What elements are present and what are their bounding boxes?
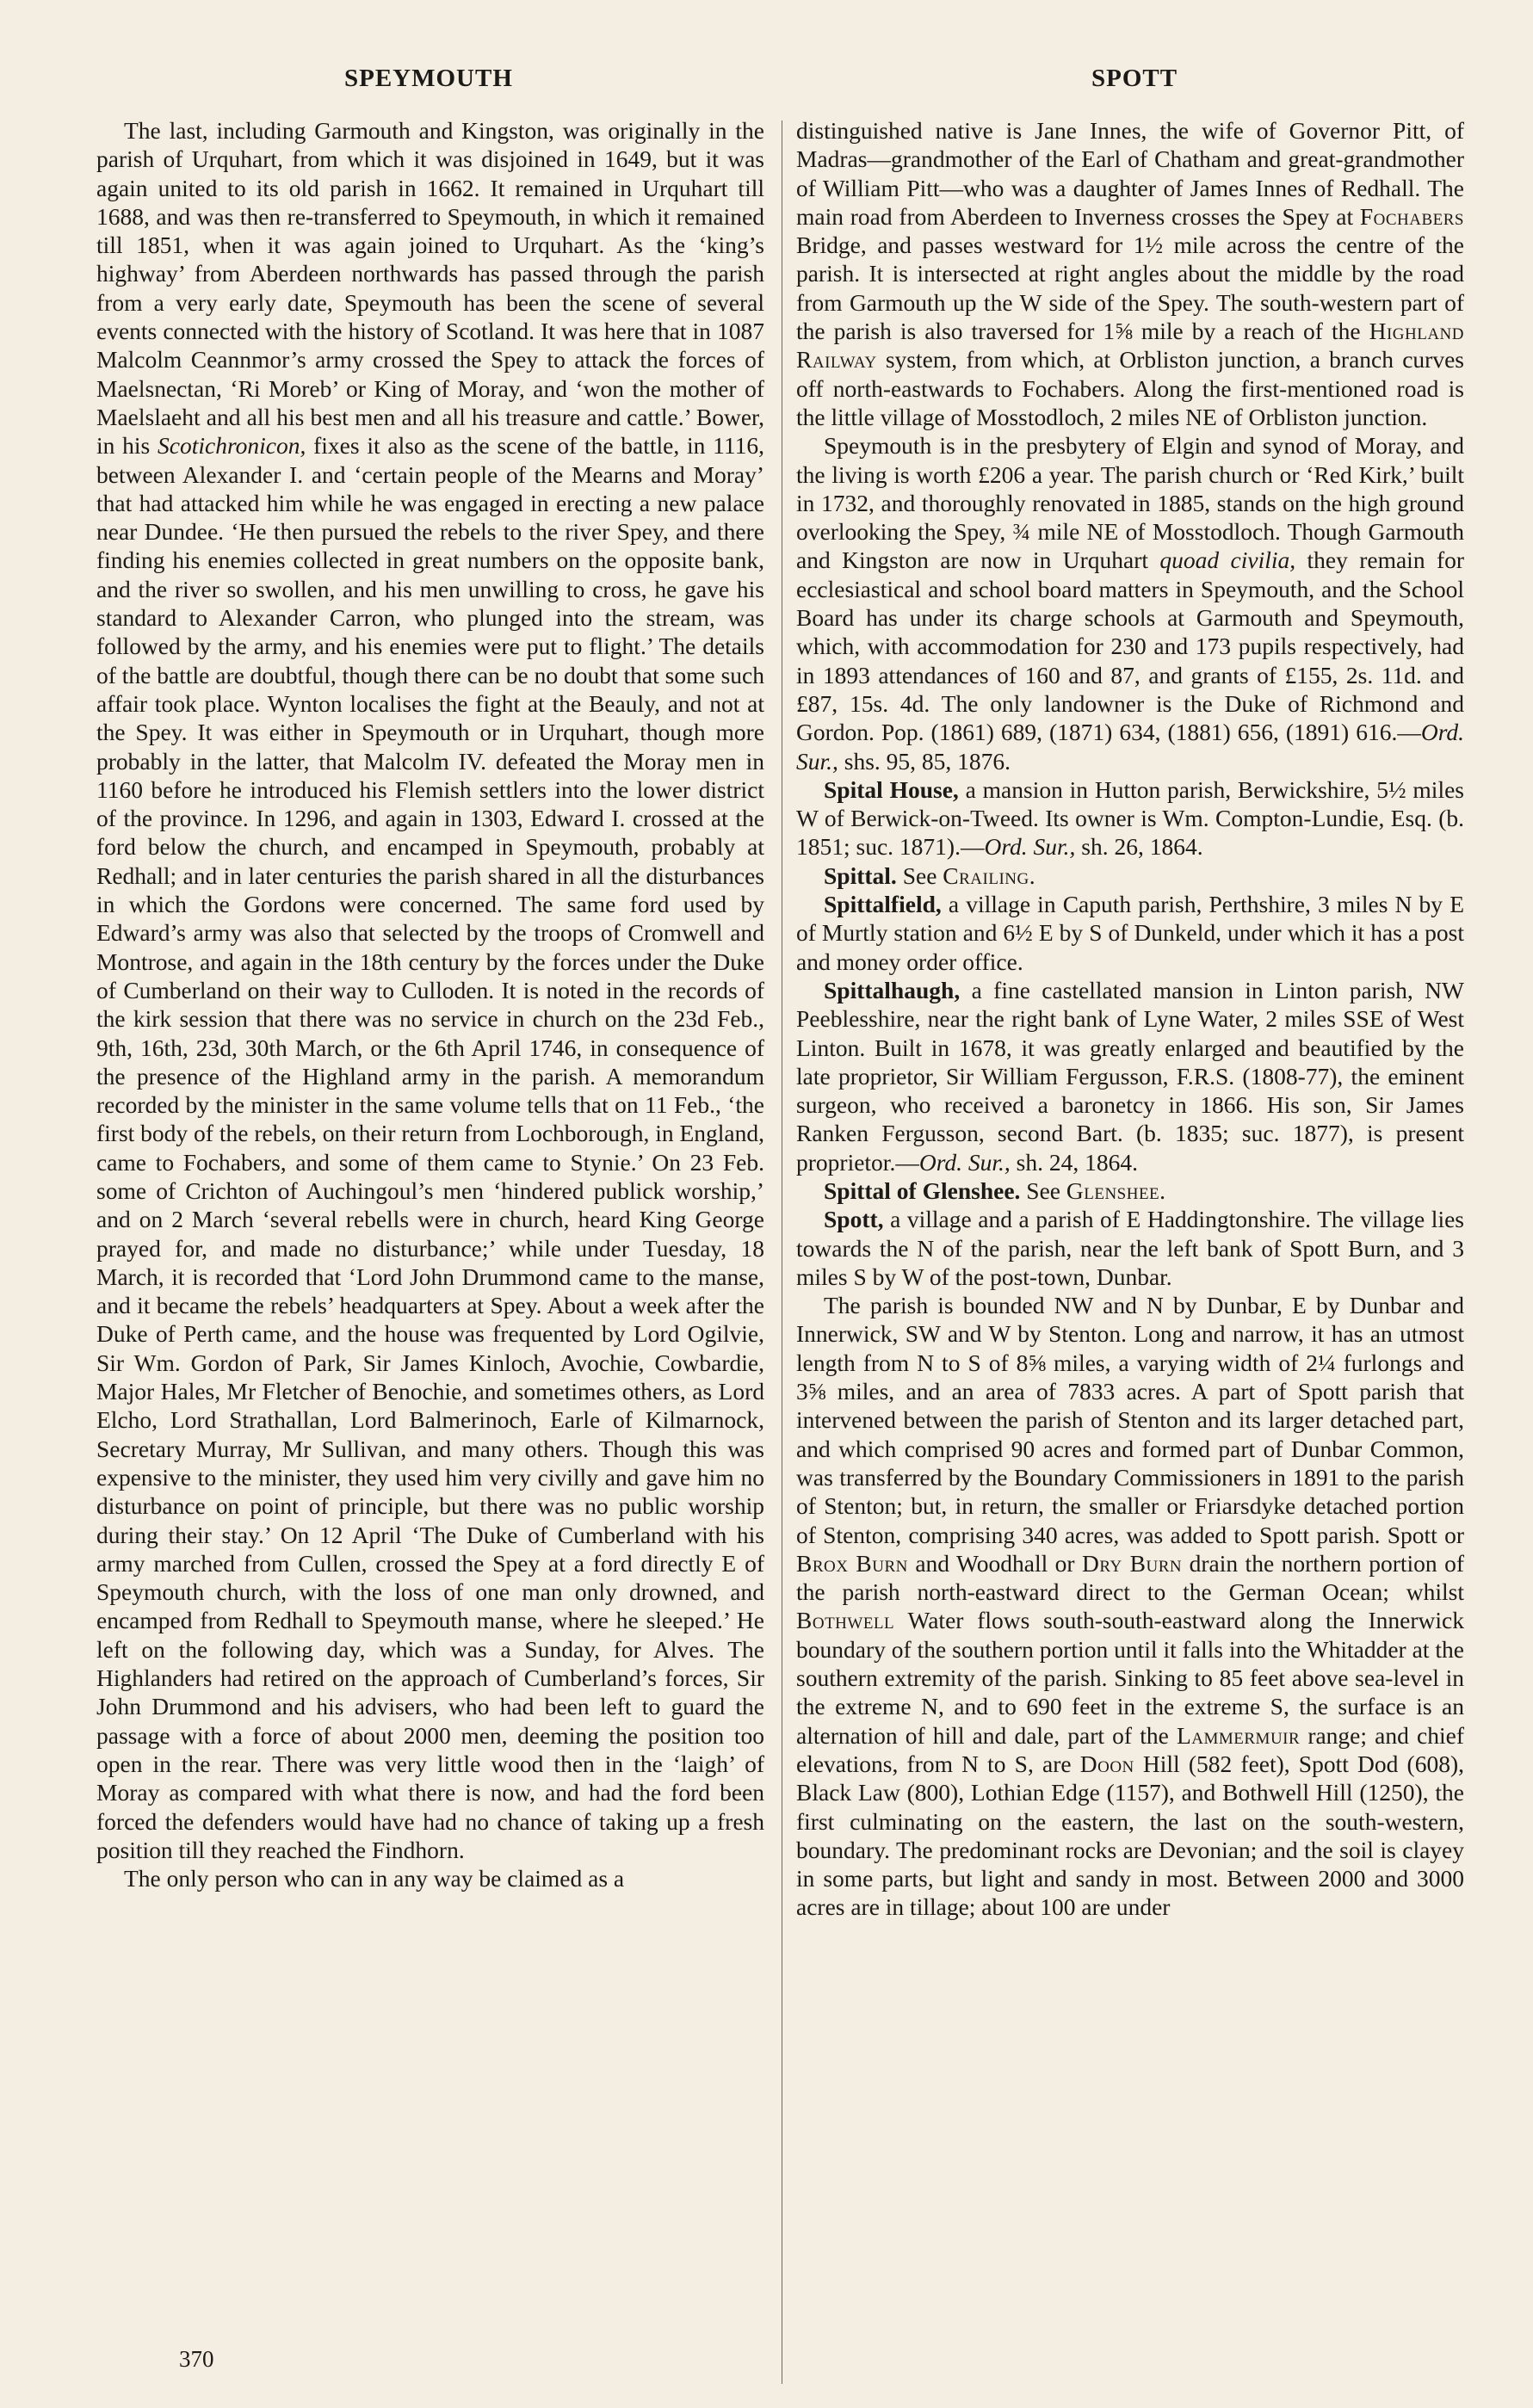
text-run: fixes it also as the scene of the battle, in 1116, between Alexander I. and ‘certain people of the Mearns and Moray’ that had attacked him while he was engaged in erecting a new palace near Dundee. ‘He then pursued the rebels to the river Spey, and there finding his enemies collected in great numbers on the opposite bank, and the river so swollen, and his men unwilling to cross, he gave his standard to Alexander Carron, who plunged into the stream, was followed by the army, and his enemies were put to flight.’ The details of the battle are doubtful, though there can be no doubt that some such affair took place. Wynton localises the fight at the Beauly, and not at the Spey. It was either in Speymouth or in Urquhart, though more probably in the latter, that Malcolm IV. defeated the Moray men in 1160 before he introduced his Flemish settlers into the lower district of the province. In 1296, and again in 1303, Edward I. crossed at the ford below the church, and encamped in Speymouth, probably at Redhall; and in later centuries the parish shared in all the disturbances in which the Gordons were concerned. The same ford used by Edward’s army was also that selected by the troops of Cromwell and Montrose, and again in the 18th century by the forces under the Duke of Cumberland on their way to Culloden. It is noted in the records of the kirk session that there was no service in church on the 23d Feb., 9th, 16th, 23d, 30th March, or the 6th April 1746, in consequence of the presence of the Highland army in the parish. A memorandum recorded by the minister in the same volume tells that on 11 Feb., ‘the first body of the rebels, on their return from Lochborough, in England, came to Fochabers, and some of them came to Stynie.’ On 23 Feb. some of Crichton of Auchingoul’s men ‘hindered publick worship,’ and on 2 March ‘several rebells were in church, heard King George prayed for, and made no disturbance;’ while under Tuesday, 18 March, it is recorded that ‘Lord John Drummond came to the manse, and it became the rebels’ headquarters at Spey. About a week after the Duke of Perth came, and the house was frequented by Lord Ogilvie, Sir Wm. Gordon of Park, Sir James Kinloch, Avochie, Cowbardie, Major Hales, Mr Fletcher of Benochie, and sometimes others, as Lord Elcho, Lord Strathallan, Lord Balmerinoch, Earle of Kilmarnock, Secretary Murray, Mr Sullivan, and many others. Though this was expensive to the minister, they used him very civilly and gave him no disturbance on point of principle, but there was no public worship during their stay.’ On 12 April ‘The Duke of Cumberland with his army marched from Cullen, crossed the Spey at a ford directly E of Speymouth church, with the loss of one man only drowned, and encamped from Redhall to Speymouth manse, where he sleeped.’ He left on the following day, which was a Sunday, for Alves. The Highlanders had retired on the approach of Cumberland’s forces, Sir John Drummond and his advisers, who had been left to guard the passage with a force of about 2000 men, deeming the position too open in the rear. There was very little wood then in the ‘laigh’ of Moray as compared with what there is now, and had the ford been forced the defenders would have had no chance of taking up a fresh position till they reached the Findhorn. [96,432,764,1863]
paragraph [96,1864,764,1892]
paragraph [796,1291,1464,1922]
italic-term: quoad civilia, [1159,546,1296,574]
place-ref: Lammermuir [1176,1721,1301,1749]
entry-heading: Spittal. [824,861,897,889]
entry-heading: Spott, [824,1206,884,1233]
header-left-title: SPEYMOUTH [344,65,513,92]
text-run: a village and a parish of E Haddingtonshire. The village lies towards the N of the parish, near the left bank of Spott Burn, and 3 miles S by W of the post-town, Dunbar. [796,1206,1464,1290]
text-run: Water flows south-south-eastward along the Innerwick boundary of the southern portion until it falls into the Whitadder at the southern extremity of the parish. Sinking to 85 feet above sea-level in the extreme N, and to 690 feet in the extreme S, the surface is an alternation of hill and dale, part of the [796,1607,1464,1749]
left-column [96,116,764,1892]
cross-ref: Glenshee. [1066,1176,1166,1204]
entry-spott [796,1205,1464,1291]
paragraph [796,431,1464,775]
text-run: a mansion in Hutton parish, Berwickshire, 5½ miles W of Berwick-on-Tweed. Its owner is Wm. Compton-Lundie, Esq. (b. 1851; suc. 1871).— [796,775,1465,861]
entry-heading: Spittalfield, [824,891,942,918]
text-run: shs. 95, 85, 1876. [838,747,1011,775]
place-ref: Dry Burn [1082,1549,1183,1577]
place-ref: Highland Railway [796,318,1464,374]
italic-ref: Ord. Sur., [984,833,1076,861]
italic-ref: Ord. Sur., [918,1148,1011,1176]
entry-spittal [796,861,1464,890]
text-run: Speymouth is in the presbytery of Elgin and synod of Moray, and the living is worth £206 a year. The parish church or ‘Red Kirk,’ built in 1732, and thoroughly renovated in 1885, stands on the high ground overlooking the Spey, ¾ mile NE of Mosstodloch. Though Garmouth and Kingston are now in Urquhart [796,432,1464,574]
entry-heading: Spital House, [824,775,959,803]
text-run: a fine castellated mansion in Linton parish, NW Peeblesshire, near the right bank of Lyne Water, 2 miles SSE of West Linton. Built in 1678, it was greatly enlarged and beautified by the late proprietor, Sir William Fergusson, F.R.S. (1808-77), the eminent surgeon, who received a baronetcy in 1866. His son, Sir James Ranken Fergusson, second Bart. (b. 1835; suc. 1877), is present proprietor.— [796,976,1464,1176]
text-run: distinguished native is Jane Innes, the wife of Governor Pitt, of Madras—grandmother of the Earl of Chatham and great-grandmother of William Pitt—who was a daughter of James Innes of Redhall. The main road from Aberdeen to Inverness crosses the Spey at [796,117,1464,230]
paragraph [96,116,764,1864]
text-run: Hill (582 feet), Spott Dod (608), Black Law (800), Lothian Edge (1157), and Bothwell Hill (1250), the first culminating on the eastern, the last on the south-western, boundary. The predominant rocks are Devonian; and the soil is clayey in some parts, but light and sandy in most. Between 2000 and 3000 acres are in tillage; about 100 are under [796,1750,1464,1921]
cross-ref: Crailing. [943,861,1036,889]
entry-heading: Spittalhaugh, [824,976,961,1003]
place-ref: Doon [1079,1750,1134,1777]
text-run: sh. 26, 1864. [1075,833,1203,861]
text-run: drain the northern portion of the parish north-eastward direct to the German Ocean; whilst [796,1549,1465,1606]
text-run: range; and chief elevations, from N to S, are [796,1721,1464,1777]
text-run: a village in Caputh parish, Perthshire, 3 miles N by E of Murtly station and 6½ E by S of Dunkeld, under which it has a post and money order office. [796,891,1464,975]
italic-ref: Ord. Sur., [796,719,1464,775]
text-run: and Woodhall or [907,1549,1083,1577]
page-number: 370 [179,2346,214,2372]
place-ref: Fochabers [1359,202,1464,230]
entry-spittal-of-glenshee [796,1176,1464,1205]
place-ref: Brox Burn [796,1549,908,1577]
text-run: they remain for ecclesiastical and school board matters in Speymouth, and the School Board has under its charge schools at Garmouth and Speymouth, which, with accommodation for 230 and 173 pupils respectively, had in 1893 attendances of 160 and 87, and grants of £155, 2s. 11d. and £87, 15s. 4d. The only landowner is the Duke of Richmond and Gordon. Pop. (1861) 689, (1871) 634, (1881) 656, (1891) 616.— [796,546,1465,746]
entry-spittalfield [796,890,1464,976]
header-right-title: SPOTT [1091,65,1178,92]
paragraph [796,116,1464,431]
right-column [796,116,1464,1922]
text-run: The only person who can in any way be claimed as a [124,1865,625,1892]
entry-spital-house [796,775,1464,861]
text-run: system, from which, at Orbliston junction, a branch curves off north-eastwards to Fochabers. Along the first-mentioned road is the little village of Mosstodloch, 2 miles NE of Orbliston junction. [796,346,1464,430]
text-run: Bridge, and passes westward for 1½ mile across the centre of the parish. It is intersected at right angles about the middle by the road from Garmouth up the W side of the Spey. The south-western part of the parish is also traversed for 1⅝ mile by a reach of the [796,232,1464,345]
text-run: sh. 24, 1864. [1010,1148,1138,1176]
text-run: See [896,861,943,889]
italic-title: Scotichronicon, [158,432,306,460]
entry-spittalhaugh [796,976,1464,1176]
text-run: The last, including Garmouth and Kingston, was originally in the parish of Urquhart, from which it was disjoined in 1649, but it was again united to its old parish in 1662. It remained in Urquhart till 1688, and was then re-transferred to Speymouth, in which it remained till 1851, when it was again joined to Urquhart. As the ‘king’s highway’ from Aberdeen northwards has passed through the parish from a very early date, Speymouth has been the scene of several events connected with the history of Scotland. It was here that in 1087 Malcolm Ceannmor’s army crossed the Spey to attack the forces of Maelsnectan, ‘Ri Moreb’ or King of Moray, and ‘won the mother of Maelslaeht and all his best men and all his treasure and cattle.’ Bower, in his [96,117,764,460]
text-run: The parish is bounded NW and N by Dunbar, E by Dunbar and Innerwick, SW and W by Stenton. Long and narrow, it has an utmost length from N to S of 8⅝ miles, a varying width of 2¼ furlongs and 3⅝ miles, and an area of 7833 acres. A part of Spott parish that intervened between the parish of Stenton and its larger detached part, and which comprised 90 acres and formed part of Dunbar Common, was transferred by the Boundary Commissioners in 1891 to the parish of Stenton; but, in return, the smaller or Friarsdyke detached portion of Stenton, comprising 340 acres, was added to Spott parish. Spott or [796,1292,1464,1548]
place-ref: Bothwell [796,1607,895,1634]
text-run: See [1020,1176,1066,1204]
entry-heading: Spittal of Glenshee. [824,1176,1021,1204]
